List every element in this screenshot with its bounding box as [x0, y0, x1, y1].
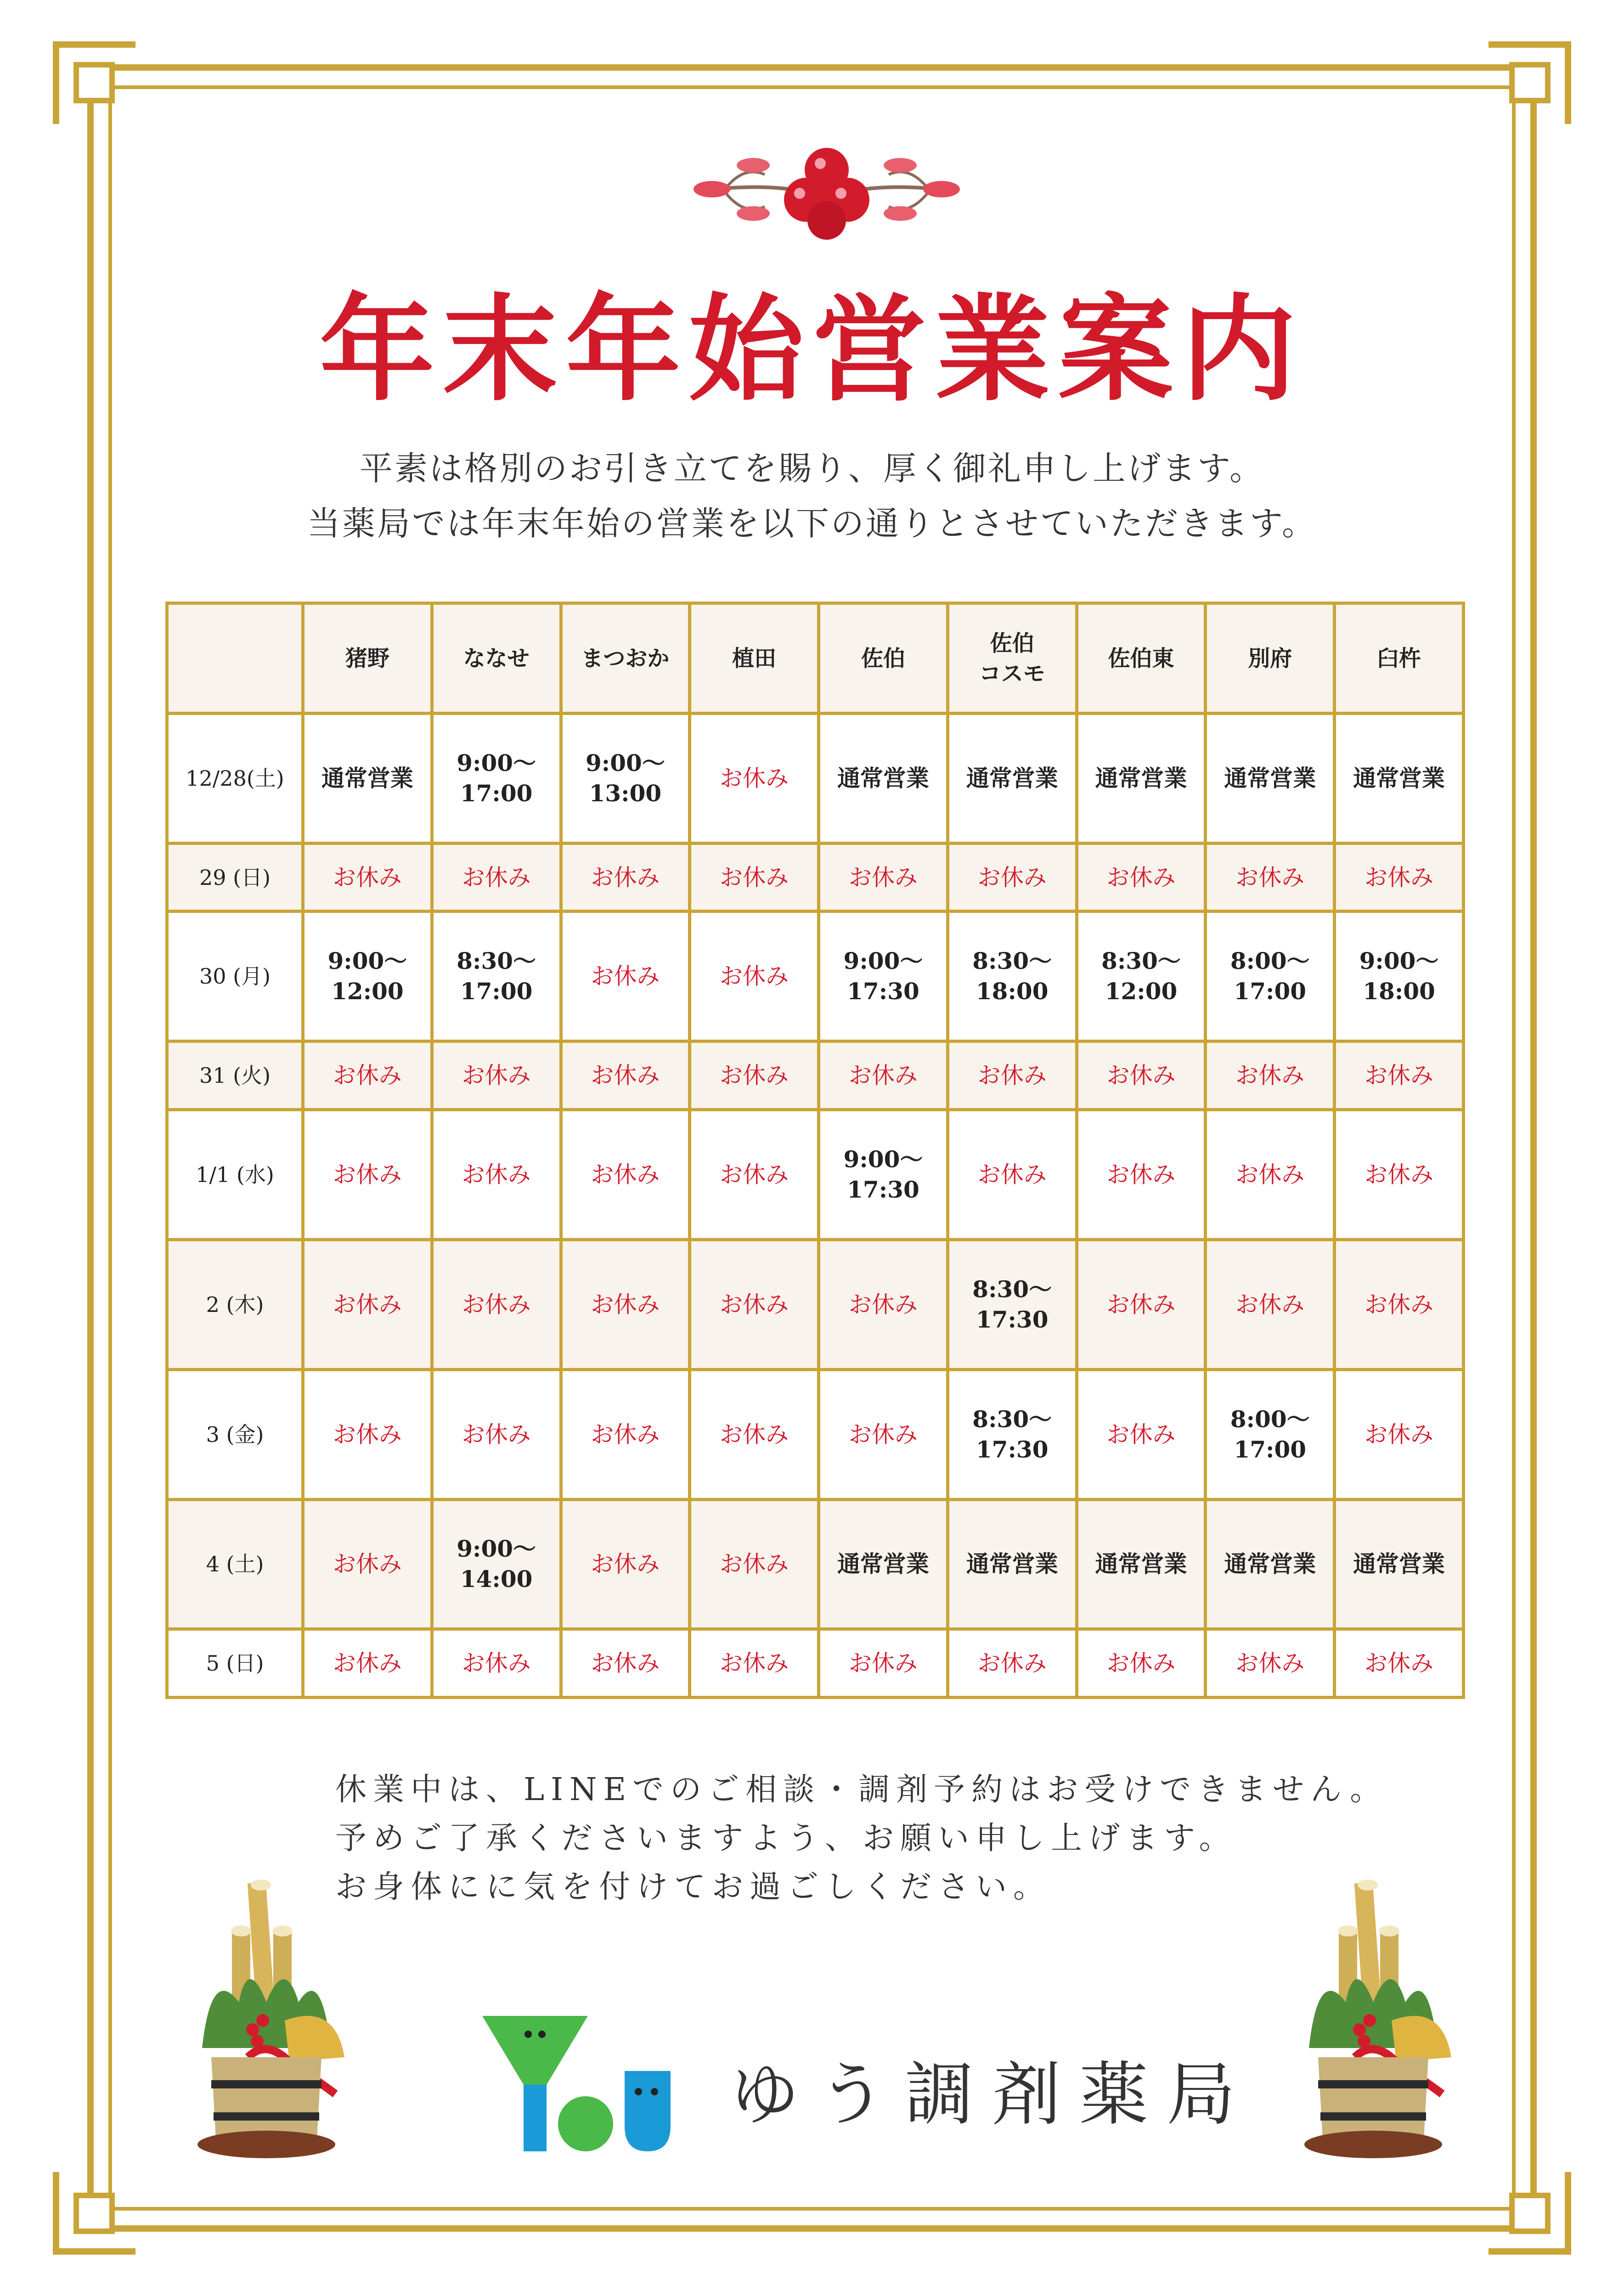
date-cell: 3 (金): [167, 1369, 303, 1499]
hours-cell: お休み: [561, 843, 690, 912]
hours-cell: 通常営業: [1206, 1499, 1335, 1629]
hours-cell: お休み: [690, 1499, 819, 1629]
hours-cell: お休み: [432, 1629, 561, 1698]
hours-cell: お休み: [1335, 1629, 1464, 1698]
hours-cell: 9:00〜 13:00: [561, 714, 690, 844]
hours-cell: お休み: [690, 1239, 819, 1369]
hours-cell: お休み: [1206, 1239, 1335, 1369]
hours-cell: お休み: [690, 1109, 819, 1239]
hours-cell: お休み: [432, 1239, 561, 1369]
hours-cell: 通常営業: [1077, 1499, 1206, 1629]
hours-cell: お休み: [1206, 1041, 1335, 1110]
hours-cell: お休み: [432, 1369, 561, 1499]
closure-notice: 休業中は、LINEでのご相談・調剤予約はお受けできません。予めご了承くださいますよう、お願い申し上げます。 お身体にに気を付けてお過ごしください。: [335, 1772, 1388, 1905]
table-row: [167, 1499, 1464, 1629]
hours-cell: 通常営業: [1335, 714, 1464, 844]
hours-cell: お休み: [819, 1041, 948, 1110]
hours-cell: お休み: [432, 1109, 561, 1239]
table-row: [167, 1239, 1464, 1369]
table-row: [167, 714, 1464, 844]
header-store: 別府: [1206, 603, 1335, 714]
hours-cell: お休み: [303, 1109, 432, 1239]
hours-cell: 8:30〜 17:30: [947, 1369, 1077, 1499]
hours-cell: 通常営業: [1206, 714, 1335, 844]
hours-cell: お休み: [690, 1041, 819, 1110]
hours-cell: 通常営業: [1077, 714, 1206, 844]
hours-cell: 9:00〜 17:30: [819, 912, 948, 1041]
header-store: 佐伯 コスモ: [947, 603, 1077, 714]
hours-cell: 8:30〜 17:30: [947, 1239, 1077, 1369]
corner-square: [1509, 62, 1551, 103]
date-cell: 12/28(土): [167, 714, 303, 844]
table-row: [167, 1041, 1464, 1110]
holiday-schedule-table: [165, 602, 1465, 1699]
hours-cell: お休み: [819, 1239, 948, 1369]
hours-cell: お休み: [1335, 843, 1464, 912]
hours-cell: お休み: [1206, 843, 1335, 912]
hours-cell: お休み: [690, 912, 819, 1041]
header-corner: [167, 603, 303, 714]
hours-cell: お休み: [303, 1041, 432, 1110]
nanten-berry-icon: [684, 138, 969, 243]
hours-cell: 通常営業: [819, 1499, 948, 1629]
pharmacy-logo-mark: [478, 2016, 707, 2154]
corner-square: [1509, 2193, 1551, 2234]
hours-cell: 8:30〜 18:00: [947, 912, 1077, 1041]
hours-cell: 9:00〜 17:00: [432, 714, 561, 844]
hours-cell: 通常営業: [947, 1499, 1077, 1629]
date-cell: 1/1 (水): [167, 1109, 303, 1239]
hours-cell: お休み: [819, 843, 948, 912]
intro-text: [0, 441, 1624, 551]
date-cell: 30 (月): [167, 912, 303, 1041]
pharmacy-name: ゆう調剤薬局: [730, 2055, 1254, 2135]
hours-cell: お休み: [432, 843, 561, 912]
hours-cell: お休み: [561, 1041, 690, 1110]
hours-cell: お休み: [561, 1369, 690, 1499]
page-title: 年末年始営業案内: [320, 281, 1304, 416]
hours-cell: お休み: [1077, 1369, 1206, 1499]
header-store: まつおか: [561, 603, 690, 714]
table-row: [167, 1109, 1464, 1239]
hours-cell: お休み: [690, 714, 819, 844]
hours-cell: お休み: [561, 912, 690, 1041]
date-cell: 2 (木): [167, 1239, 303, 1369]
hours-cell: 通常営業: [303, 714, 432, 844]
date-cell: 29 (日): [167, 843, 303, 912]
hours-cell: 9:00〜 14:00: [432, 1499, 561, 1629]
hours-cell: お休み: [1077, 1041, 1206, 1110]
hours-cell: お休み: [690, 843, 819, 912]
hours-cell: お休み: [947, 843, 1077, 912]
date-cell: 4 (土): [167, 1499, 303, 1629]
hours-cell: お休み: [947, 1041, 1077, 1110]
hours-cell: 8:00〜 17:00: [1206, 1369, 1335, 1499]
hours-cell: お休み: [1077, 1109, 1206, 1239]
table-header-row: [167, 603, 1464, 714]
hours-cell: お休み: [1077, 843, 1206, 912]
header-store: 猪野: [303, 603, 432, 714]
hours-cell: お休み: [303, 1239, 432, 1369]
table-row: [167, 1629, 1464, 1698]
header-store: ななせ: [432, 603, 561, 714]
hours-cell: お休み: [1335, 1369, 1464, 1499]
hours-cell: お休み: [1206, 1629, 1335, 1698]
hours-cell: お休み: [690, 1369, 819, 1499]
hours-cell: お休み: [432, 1041, 561, 1110]
corner-square: [73, 2193, 115, 2234]
hours-cell: お休み: [947, 1109, 1077, 1239]
hours-cell: 8:30〜 12:00: [1077, 912, 1206, 1041]
hours-cell: 9:00〜 17:30: [819, 1109, 948, 1239]
hours-cell: お休み: [819, 1369, 948, 1499]
kadomatsu-icon: [184, 1864, 349, 2167]
hours-cell: お休み: [1335, 1109, 1464, 1239]
hours-cell: 通常営業: [819, 714, 948, 844]
hours-cell: お休み: [819, 1629, 948, 1698]
hours-cell: お休み: [303, 1369, 432, 1499]
hours-cell: お休み: [561, 1629, 690, 1698]
date-cell: 31 (火): [167, 1041, 303, 1110]
table-row: [167, 843, 1464, 912]
hours-cell: お休み: [303, 1629, 432, 1698]
intro-line-2: 当薬局では年末年始の営業を以下の通りとさせていただきます。: [307, 504, 1317, 543]
hours-cell: 通常営業: [947, 714, 1077, 844]
hours-cell: お休み: [561, 1239, 690, 1369]
hours-cell: 通常営業: [1335, 1499, 1464, 1629]
header-store: 佐伯: [819, 603, 948, 714]
hours-cell: お休み: [1335, 1239, 1464, 1369]
header-store: 臼杵: [1335, 603, 1464, 714]
header-store: 植田: [690, 603, 819, 714]
hours-cell: お休み: [1077, 1629, 1206, 1698]
hours-cell: 9:00〜 18:00: [1335, 912, 1464, 1041]
kadomatsu-icon: [1291, 1864, 1456, 2167]
hours-cell: お休み: [1335, 1041, 1464, 1110]
table-row: [167, 912, 1464, 1041]
hours-cell: お休み: [1206, 1109, 1335, 1239]
header-store: 佐伯東: [1077, 603, 1206, 714]
hours-cell: お休み: [947, 1629, 1077, 1698]
table-row: [167, 1369, 1464, 1499]
hours-cell: お休み: [303, 843, 432, 912]
hours-cell: お休み: [690, 1629, 819, 1698]
hours-cell: 9:00〜 12:00: [303, 912, 432, 1041]
hours-cell: お休み: [561, 1109, 690, 1239]
hours-cell: 8:30〜 17:00: [432, 912, 561, 1041]
hours-cell: お休み: [303, 1499, 432, 1629]
hours-cell: 8:00〜 17:00: [1206, 912, 1335, 1041]
hours-cell: お休み: [561, 1499, 690, 1629]
date-cell: 5 (日): [167, 1629, 303, 1698]
hours-cell: お休み: [1077, 1239, 1206, 1369]
intro-line-1: 平素は格別のお引き立てを賜り、厚く御礼申し上げます。: [359, 449, 1265, 488]
corner-square: [73, 62, 115, 103]
